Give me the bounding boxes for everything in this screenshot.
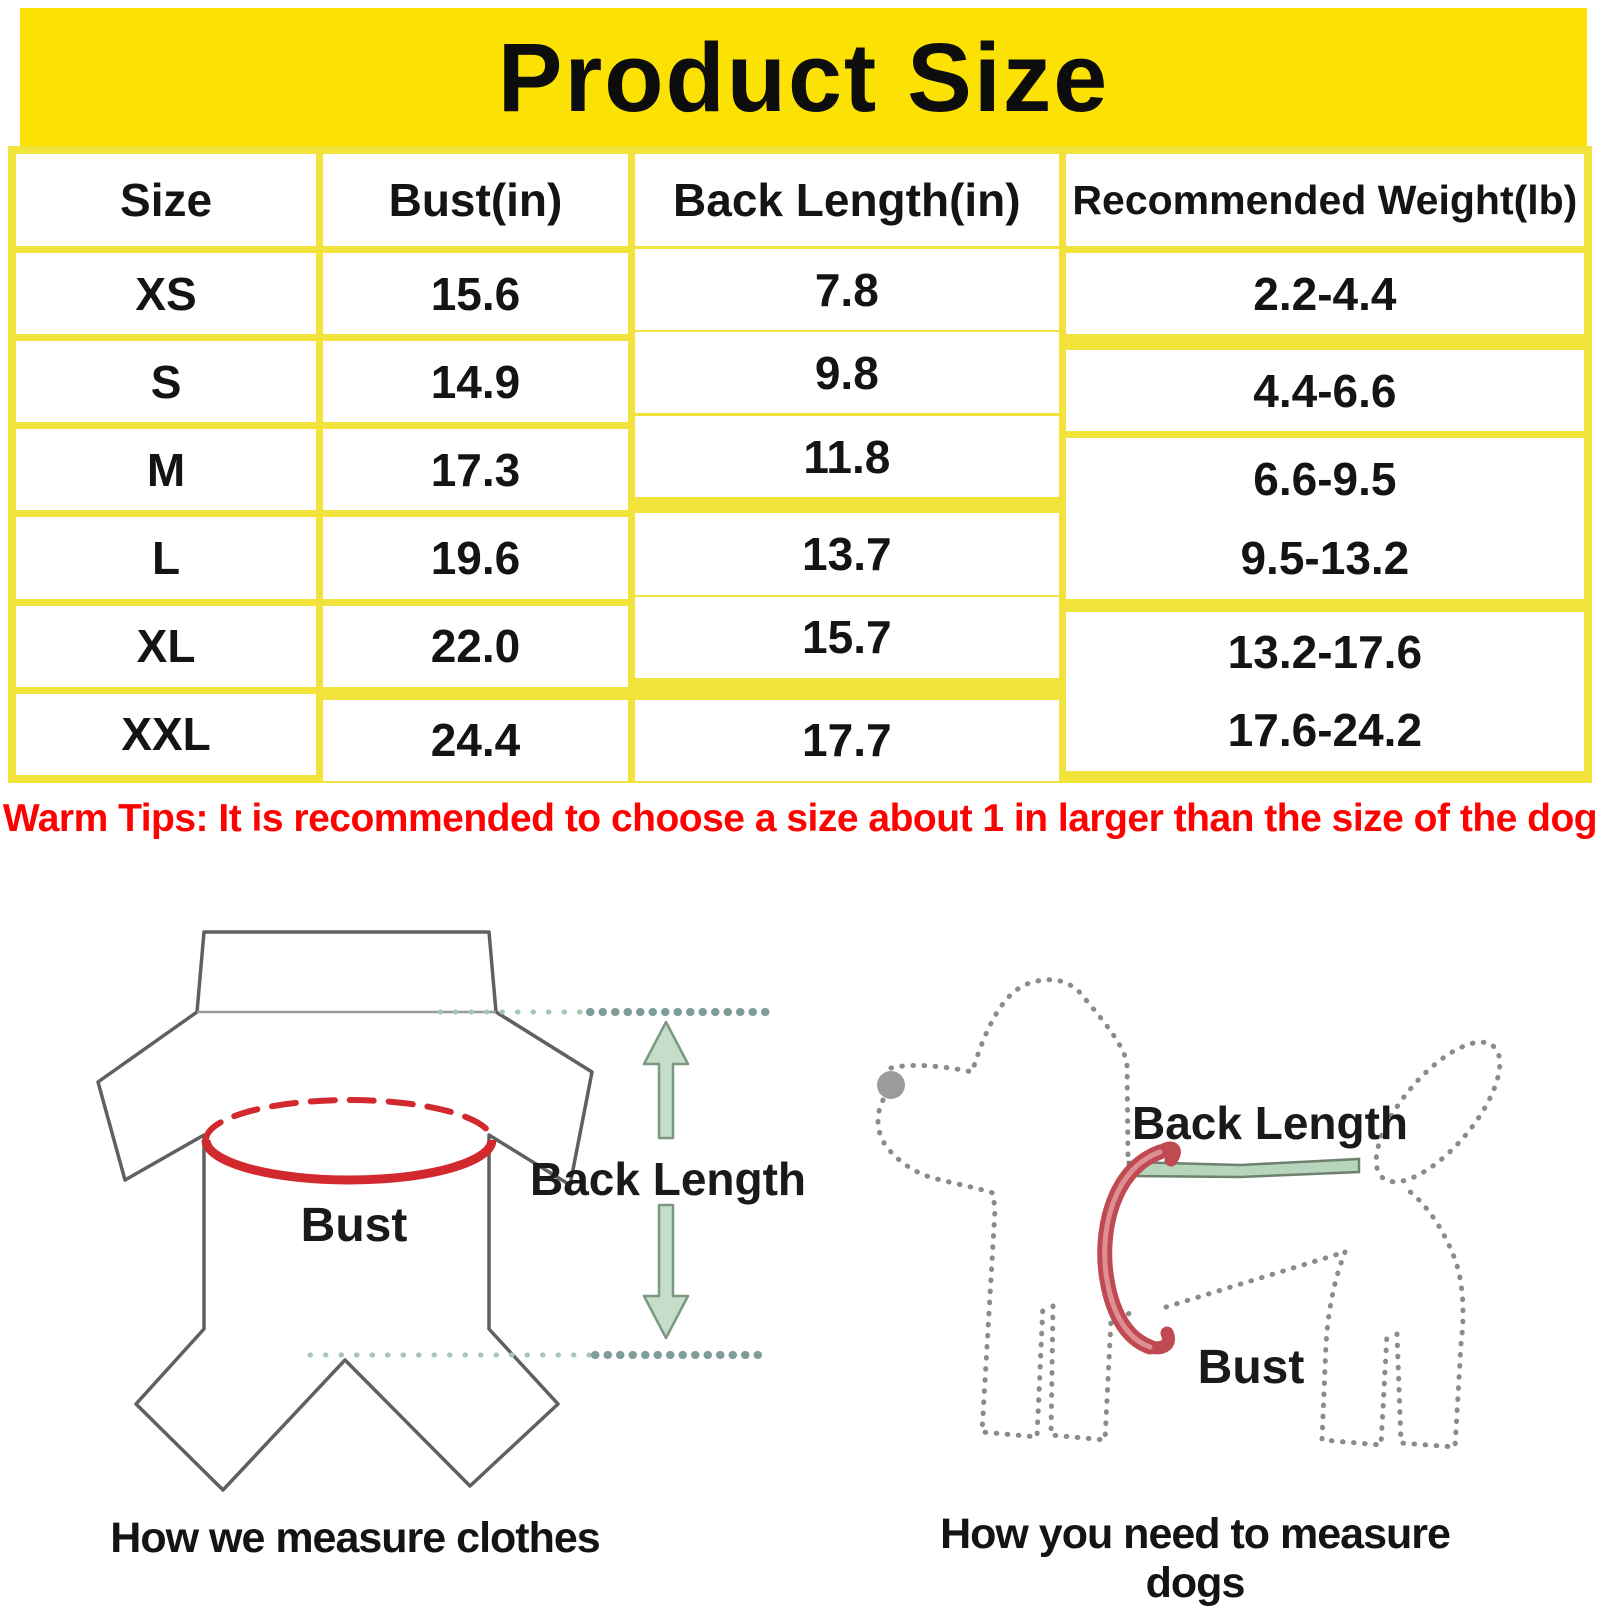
row-l-bust: 19.6	[323, 517, 628, 598]
header-size: Size	[16, 154, 316, 246]
row-xs-weight: 2.2-4.4	[1066, 253, 1584, 334]
row-xxl-weight: 17.6-24.2	[1066, 690, 1584, 771]
row-xxl-back-length: 17.7	[635, 700, 1059, 781]
row-l-back-length: 13.7	[635, 513, 1059, 594]
bust-ellipse-dashed	[206, 1100, 492, 1140]
back-length-arrow-down	[644, 1205, 688, 1338]
row-l-size: L	[16, 517, 316, 598]
page-title: Product Size	[497, 23, 1110, 132]
row-xl-weight: 13.2-17.6	[1066, 612, 1584, 693]
row-s-bust: 14.9	[323, 341, 628, 422]
row-xs-back-length: 7.8	[635, 249, 1059, 330]
clothes-bust-label: Bust	[300, 1199, 408, 1252]
row-xl-size: XL	[16, 606, 316, 687]
row-xl-back-length: 15.7	[635, 597, 1059, 678]
row-xxl-size: XXL	[16, 694, 316, 775]
back-measure-line	[1128, 1159, 1359, 1177]
clothes-diagram-caption: How we measure clothes	[110, 1514, 600, 1562]
row-xxl-bust: 24.4	[323, 700, 628, 781]
row-xs-size: XS	[16, 253, 316, 334]
row-m-weight: 6.6-9.5	[1066, 438, 1584, 519]
dog-measure-diagram	[820, 900, 1600, 1600]
row-s-weight: 4.4-6.6	[1066, 350, 1584, 431]
back-length-arrow-up	[644, 1022, 688, 1138]
bust-ellipse-solid	[206, 1140, 492, 1180]
dog-diagram-caption: How you need to measure dogs	[940, 1510, 1450, 1607]
row-m-back-length: 11.8	[635, 416, 1059, 497]
row-m-bust: 17.3	[323, 429, 628, 510]
size-table	[8, 146, 1592, 783]
header-bust: Bust(in)	[323, 154, 628, 246]
dog-bust-label: Bust	[1197, 1341, 1305, 1394]
row-l-weight: 9.5-13.2	[1066, 517, 1584, 598]
header-weight: Recommended Weight(lb)	[1066, 154, 1584, 246]
bust-band	[1105, 1148, 1175, 1348]
row-s-size: S	[16, 341, 316, 422]
row-m-size: M	[16, 429, 316, 510]
title-banner	[20, 8, 1587, 148]
row-s-back-length: 9.8	[635, 332, 1059, 413]
dog-nose	[877, 1071, 905, 1099]
dog-back-length-label: Back Length	[1131, 1097, 1409, 1149]
header-back-length: Back Length(in)	[635, 154, 1059, 246]
row-xl-bust: 22.0	[323, 606, 628, 687]
clothes-back-length-label: Back Length	[529, 1153, 807, 1205]
warm-tips-text: Warm Tips: It is recommended to choose a size about 1 in larger than the size of the dog	[2, 797, 1598, 840]
row-xs-bust: 15.6	[323, 253, 628, 334]
